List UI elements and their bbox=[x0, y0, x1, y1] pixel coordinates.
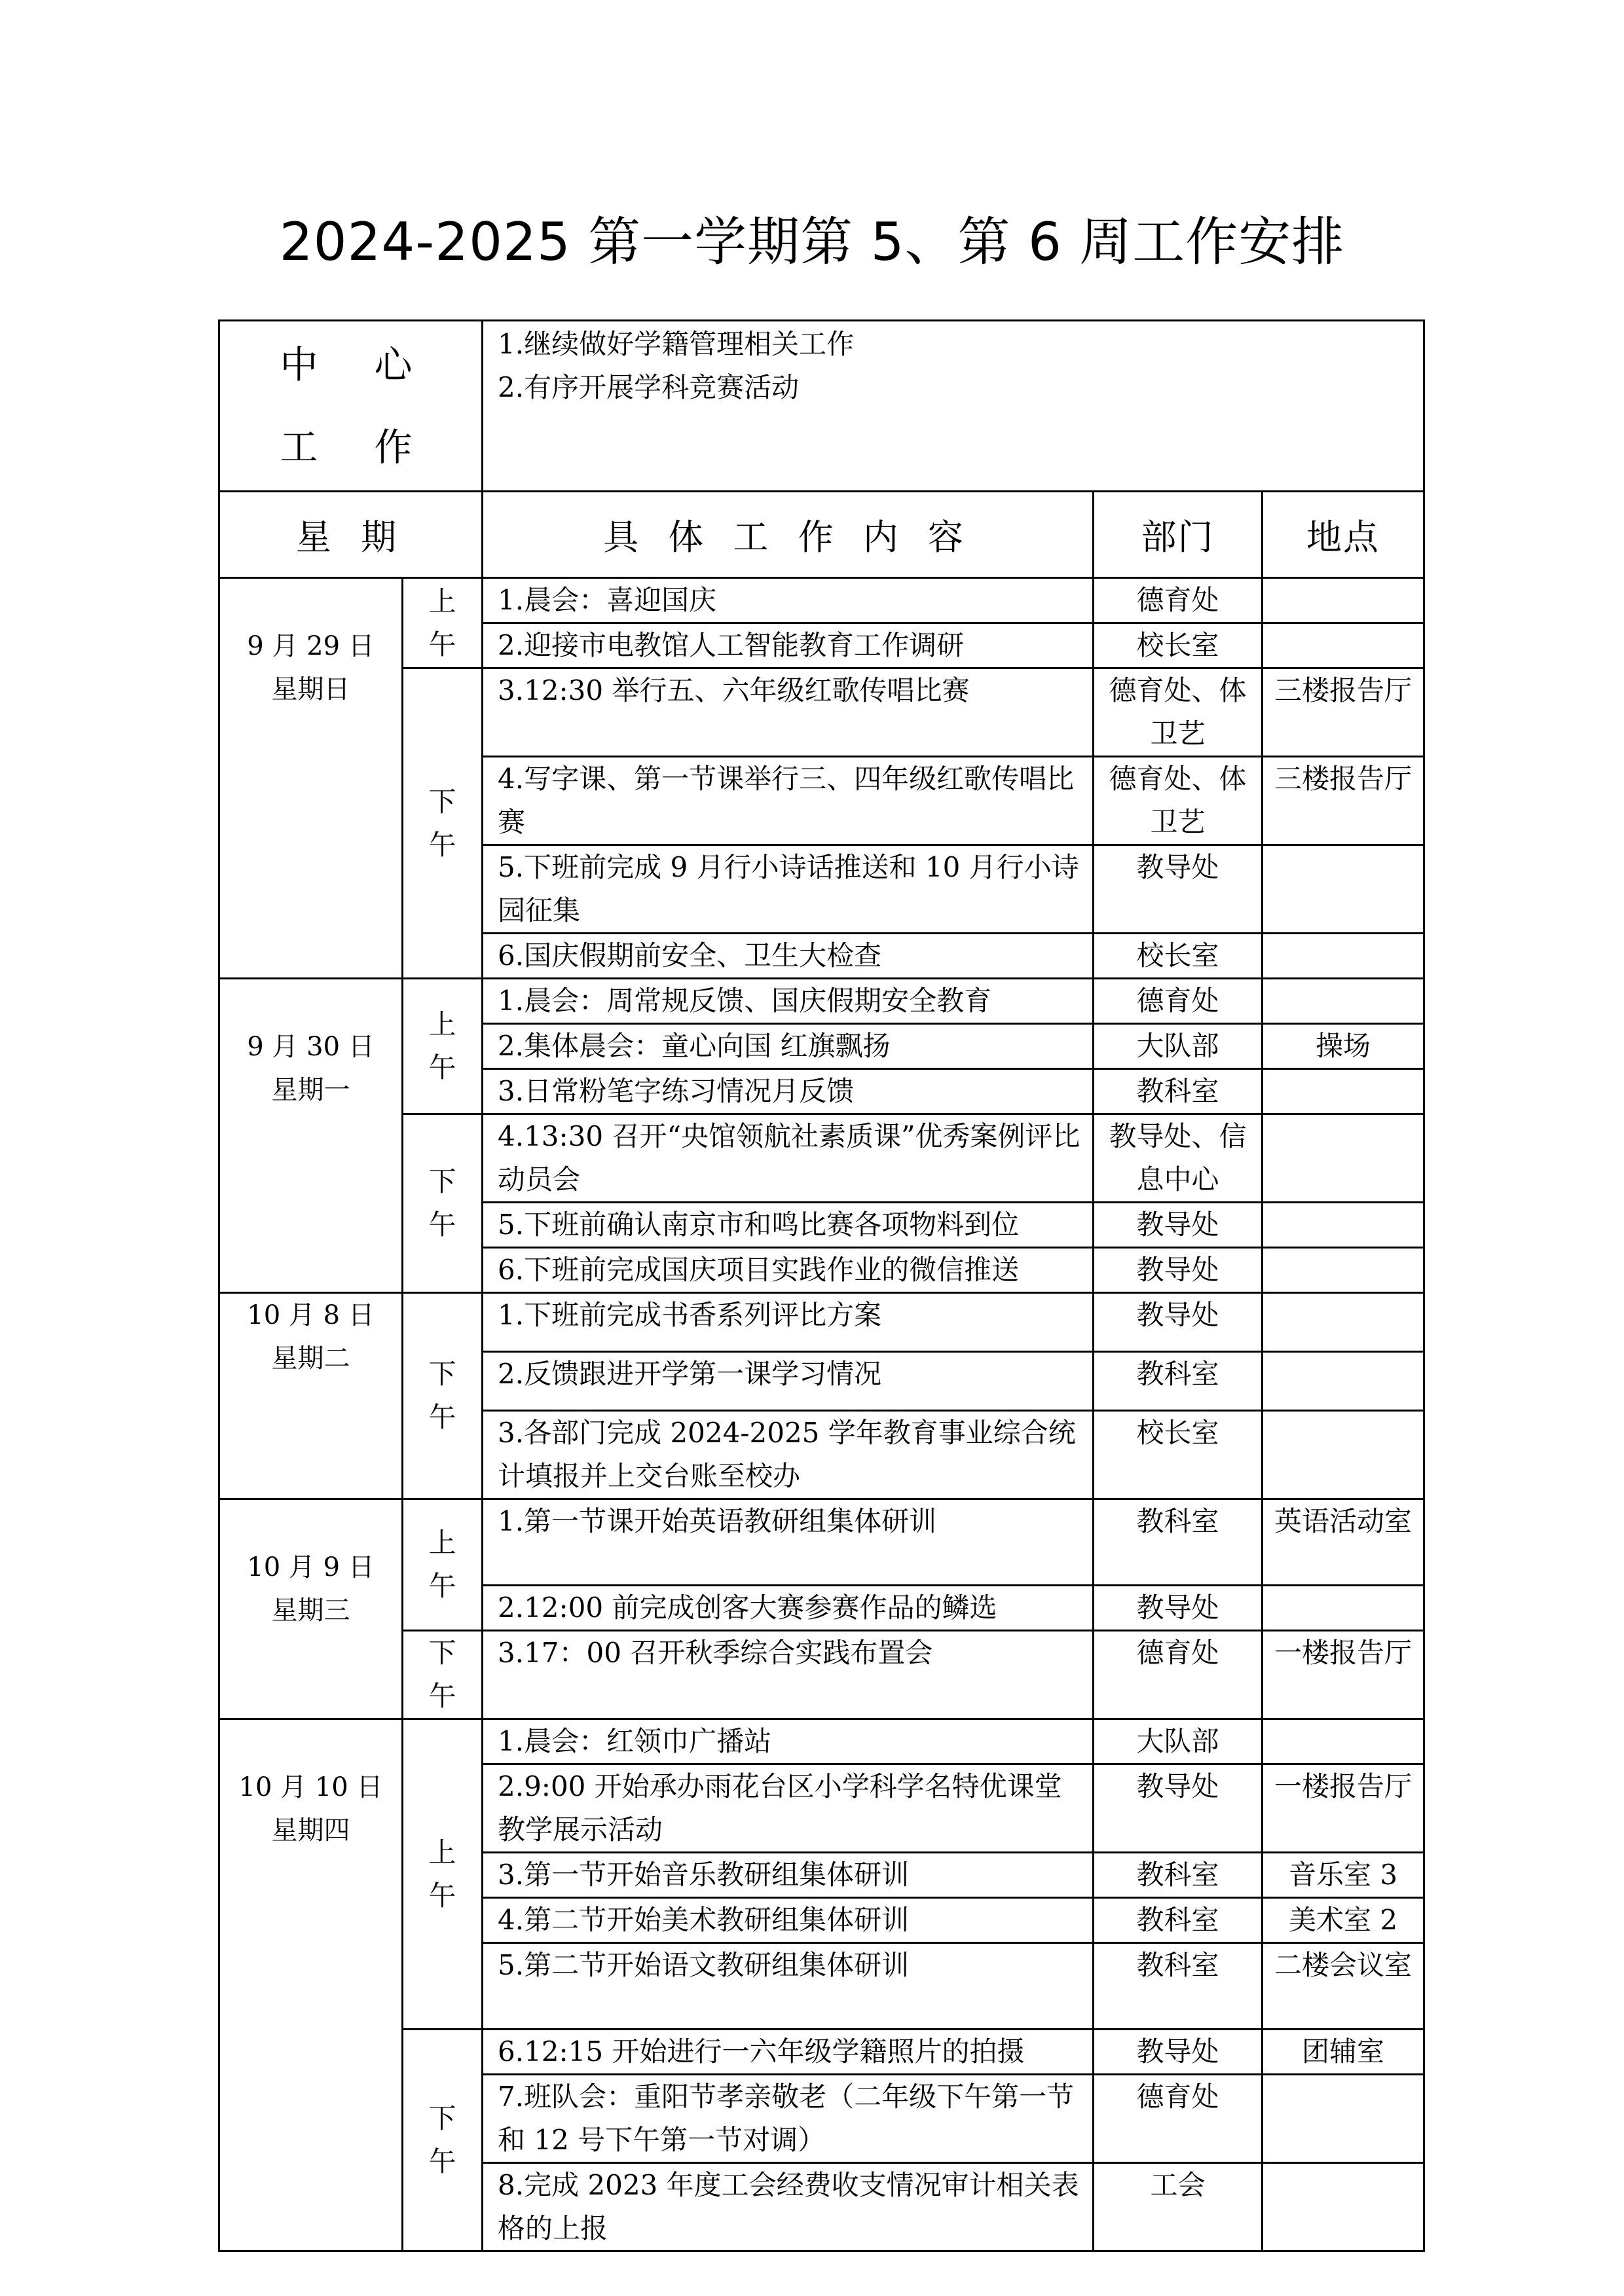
task-text: 5.下班前完成 9 月行小诗话推送和 10 月行小诗园征集 bbox=[483, 845, 1094, 934]
task-text: 6.12:15 开始进行一六年级学籍照片的拍摄 bbox=[483, 2030, 1094, 2075]
task-text: 1.晨会：红领巾广播站 bbox=[483, 1719, 1094, 1764]
task-text: 1.晨会：喜迎国庆 bbox=[483, 578, 1094, 623]
center-work-label bbox=[219, 321, 483, 492]
task-dept: 教导处、信息中心 bbox=[1094, 1114, 1263, 1203]
task-location: 英语活动室 bbox=[1263, 1499, 1424, 1586]
header-content: 具 体 工 作 内 容 bbox=[483, 492, 1094, 578]
morning-label: 上 午 bbox=[403, 1719, 483, 2030]
day-date: 9 月 29 日 bbox=[247, 631, 375, 661]
task-dept: 德育处、体卫艺 bbox=[1094, 757, 1263, 845]
task-text: 5.第二节开始语文教研组集体研训 bbox=[483, 1943, 1094, 2030]
task-dept: 工会 bbox=[1094, 2163, 1263, 2251]
task-location: 操场 bbox=[1263, 1024, 1424, 1069]
day-date: 10 月 10 日 bbox=[238, 1772, 383, 1802]
task-location bbox=[1263, 2075, 1424, 2163]
task-location bbox=[1263, 845, 1424, 934]
afternoon-label: 下 午 bbox=[403, 1631, 483, 1719]
task-location: 团辅室 bbox=[1263, 2030, 1424, 2075]
task-location: 三楼报告厅 bbox=[1263, 757, 1424, 845]
day-weekday: 星期三 bbox=[271, 1595, 350, 1626]
task-dept: 教导处 bbox=[1094, 2030, 1263, 2075]
task-text: 1.晨会：周常规反馈、国庆假期安全教育 bbox=[483, 979, 1094, 1024]
task-location bbox=[1263, 1203, 1424, 1248]
task-text: 2.迎接市电教馆人工智能教育工作调研 bbox=[483, 623, 1094, 668]
task-text: 7.班队会：重阳节孝亲敬老（二年级下午第一节和 12 号下午第一节对调） bbox=[483, 2075, 1094, 2163]
task-location bbox=[1263, 1586, 1424, 1631]
task-dept: 教科室 bbox=[1094, 1853, 1263, 1898]
center-work-label-line2: 工 作 bbox=[280, 425, 422, 469]
task-text: 3.17：00 召开秋季综合实践布置会 bbox=[483, 1631, 1094, 1719]
table-header-row bbox=[219, 492, 1424, 578]
morning-label: 上 午 bbox=[403, 979, 483, 1114]
task-text: 4.第二节开始美术教研组集体研训 bbox=[483, 1898, 1094, 1943]
task-text: 4.写字课、第一节课举行三、四年级红歌传唱比赛 bbox=[483, 757, 1094, 845]
task-dept: 教导处 bbox=[1094, 1203, 1263, 1248]
task-dept: 德育处 bbox=[1094, 578, 1263, 623]
center-work-label-line1: 中 心 bbox=[280, 342, 422, 387]
task-location bbox=[1263, 1069, 1424, 1114]
task-text: 4.13:30 召开“央馆领航社素质课”优秀案例评比动员会 bbox=[483, 1114, 1094, 1203]
header-location: 地点 bbox=[1263, 492, 1424, 578]
task-dept: 德育处 bbox=[1094, 979, 1263, 1024]
task-dept: 教导处 bbox=[1094, 1293, 1263, 1352]
task-dept: 教科室 bbox=[1094, 1069, 1263, 1114]
task-text: 3.各部门完成 2024-2025 学年教育事业综合统计填报并上交台账至校办 bbox=[483, 1411, 1094, 1499]
table-row bbox=[219, 1293, 1424, 1352]
task-location bbox=[1263, 1411, 1424, 1499]
morning-label: 上 午 bbox=[403, 1499, 483, 1631]
task-text: 1.第一节课开始英语教研组集体研训 bbox=[483, 1499, 1094, 1586]
task-text: 2.反馈跟进开学第一课学习情况 bbox=[483, 1352, 1094, 1411]
table-row bbox=[219, 578, 1424, 623]
task-location bbox=[1263, 1114, 1424, 1203]
day-weekday: 星期日 bbox=[271, 674, 350, 704]
afternoon-label: 下 午 bbox=[403, 668, 483, 979]
task-text: 2.12:00 前完成创客大赛参赛作品的鳞选 bbox=[483, 1586, 1094, 1631]
task-location: 美术室 2 bbox=[1263, 1898, 1424, 1943]
table-row bbox=[219, 1499, 1424, 1586]
task-text: 3.第一节开始音乐教研组集体研训 bbox=[483, 1853, 1094, 1898]
task-location bbox=[1263, 979, 1424, 1024]
task-dept: 教科室 bbox=[1094, 1352, 1263, 1411]
table-row bbox=[219, 1719, 1424, 1764]
task-dept: 教导处 bbox=[1094, 1248, 1263, 1293]
task-location bbox=[1263, 1293, 1424, 1352]
day-weekday: 星期四 bbox=[271, 1815, 350, 1846]
table-row bbox=[219, 979, 1424, 1024]
task-location: 二楼会议室 bbox=[1263, 1943, 1424, 2030]
task-dept: 大队部 bbox=[1094, 1024, 1263, 1069]
task-location bbox=[1263, 1248, 1424, 1293]
day-date: 10 月 9 日 bbox=[247, 1552, 375, 1582]
task-dept: 教科室 bbox=[1094, 1898, 1263, 1943]
task-text: 8.完成 2023 年度工会经费收支情况审计相关表格的上报 bbox=[483, 2163, 1094, 2251]
center-work-items bbox=[483, 321, 1424, 492]
afternoon-label: 下 午 bbox=[403, 1114, 483, 1293]
day-date-cell bbox=[219, 1499, 403, 1719]
task-location bbox=[1263, 1352, 1424, 1411]
task-dept: 教导处 bbox=[1094, 1764, 1263, 1853]
task-dept: 德育处 bbox=[1094, 1631, 1263, 1719]
task-dept: 德育处、体卫艺 bbox=[1094, 668, 1263, 757]
afternoon-label: 下 午 bbox=[403, 2030, 483, 2251]
center-work-item: 1.继续做好学籍管理相关工作 bbox=[498, 328, 855, 360]
task-location: 音乐室 3 bbox=[1263, 1853, 1424, 1898]
day-weekday: 星期一 bbox=[271, 1075, 350, 1105]
day-date: 9 月 30 日 bbox=[247, 1032, 375, 1062]
task-text: 1.下班前完成书香系列评比方案 bbox=[483, 1293, 1094, 1352]
task-dept: 教科室 bbox=[1094, 1943, 1263, 2030]
task-dept: 教导处 bbox=[1094, 845, 1263, 934]
task-location bbox=[1263, 1719, 1424, 1764]
task-location: 一楼报告厅 bbox=[1263, 1764, 1424, 1853]
page-title: 2024-2025 第一学期第 5、第 6 周工作安排 bbox=[279, 211, 1345, 272]
task-text: 6.下班前完成国庆项目实践作业的微信推送 bbox=[483, 1248, 1094, 1293]
day-date-cell bbox=[219, 1719, 403, 2251]
center-work-item: 2.有序开展学科竞赛活动 bbox=[498, 371, 800, 403]
day-date: 10 月 8 日 bbox=[247, 1300, 375, 1330]
task-dept: 教科室 bbox=[1094, 1499, 1263, 1586]
task-text: 3.日常粉笔字练习情况月反馈 bbox=[483, 1069, 1094, 1114]
task-dept: 校长室 bbox=[1094, 1411, 1263, 1499]
task-location bbox=[1263, 2163, 1424, 2251]
center-work-row bbox=[219, 321, 1424, 492]
day-date-cell bbox=[219, 578, 403, 979]
task-location: 三楼报告厅 bbox=[1263, 668, 1424, 757]
schedule-table bbox=[218, 319, 1425, 2252]
day-date-cell bbox=[219, 1293, 403, 1499]
task-text: 5.下班前确认南京市和鸣比赛各项物料到位 bbox=[483, 1203, 1094, 1248]
header-day: 星 期 bbox=[219, 492, 483, 578]
task-text: 6.国庆假期前安全、卫生大检查 bbox=[483, 934, 1094, 979]
task-location bbox=[1263, 623, 1424, 668]
task-text: 3.12:30 举行五、六年级红歌传唱比赛 bbox=[483, 668, 1094, 757]
task-location bbox=[1263, 934, 1424, 979]
task-location: 一楼报告厅 bbox=[1263, 1631, 1424, 1719]
task-dept: 校长室 bbox=[1094, 934, 1263, 979]
task-dept: 大队部 bbox=[1094, 1719, 1263, 1764]
day-date-cell bbox=[219, 979, 403, 1293]
task-text: 2.9:00 开始承办雨花台区小学科学名特优课堂教学展示活动 bbox=[483, 1764, 1094, 1853]
header-dept: 部门 bbox=[1094, 492, 1263, 578]
afternoon-label: 下 午 bbox=[403, 1293, 483, 1499]
task-location bbox=[1263, 578, 1424, 623]
task-dept: 德育处 bbox=[1094, 2075, 1263, 2163]
task-dept: 教导处 bbox=[1094, 1586, 1263, 1631]
morning-label: 上 午 bbox=[403, 578, 483, 668]
day-weekday: 星期二 bbox=[271, 1343, 350, 1374]
task-dept: 校长室 bbox=[1094, 623, 1263, 668]
task-text: 2.集体晨会：童心向国 红旗飘扬 bbox=[483, 1024, 1094, 1069]
